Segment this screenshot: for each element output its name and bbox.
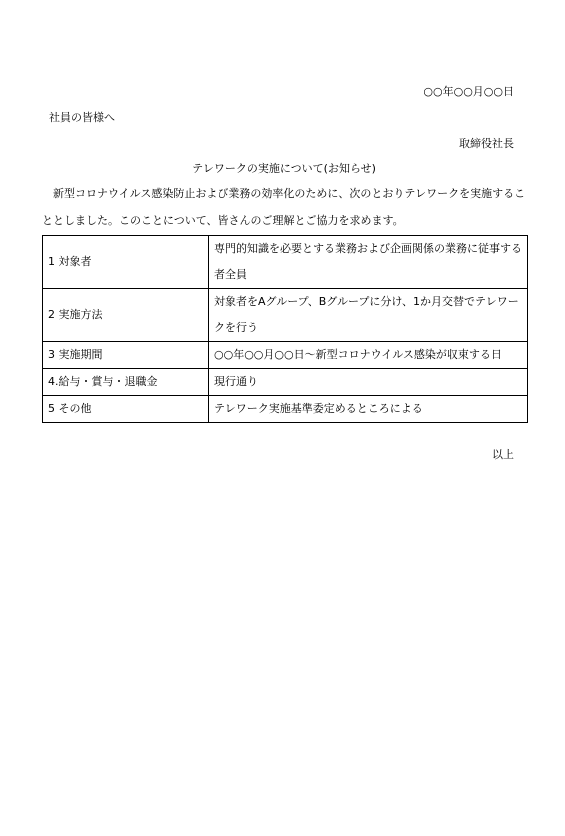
item-label: 4.給与・賞与・退職金	[43, 369, 209, 396]
item-label: 5 その他	[43, 396, 209, 423]
addressee: 社員の皆様へ	[49, 111, 115, 124]
table-row	[43, 396, 528, 423]
document-date: ○○年○○月○○日	[423, 85, 514, 98]
body-paragraph: 新型コロナウイルス感染防止および業務の効率化のために、次のとおりテレワークを実施することとしました。このことについて、皆さんのご理解とご協力を求めます。	[42, 187, 526, 227]
item-detail: ○○年○○月○○日～新型コロナウイルス感染が収束する日	[209, 342, 528, 369]
item-detail: テレワーク実施基準委定めるところによる	[209, 396, 528, 423]
sender: 取締役社長	[459, 137, 514, 150]
document-title: テレワークの実施について(お知らせ)	[192, 162, 376, 175]
item-detail: 専門的知識を必要とする業務および企画関係の業務に従事する者全員	[209, 236, 528, 289]
table-row	[43, 289, 528, 342]
closing-remark: 以上	[492, 448, 514, 461]
item-label: 3 実施期間	[43, 342, 209, 369]
table-row	[43, 236, 528, 289]
table-row	[43, 369, 528, 396]
item-detail: 現行通り	[209, 369, 528, 396]
item-label: 1 対象者	[43, 236, 209, 289]
table-row	[43, 342, 528, 369]
details-table	[42, 235, 528, 423]
item-label: 2 実施方法	[43, 289, 209, 342]
item-detail: 対象者をAグループ、Bグループに分け、1か月交替でテレワークを行う	[209, 289, 528, 342]
